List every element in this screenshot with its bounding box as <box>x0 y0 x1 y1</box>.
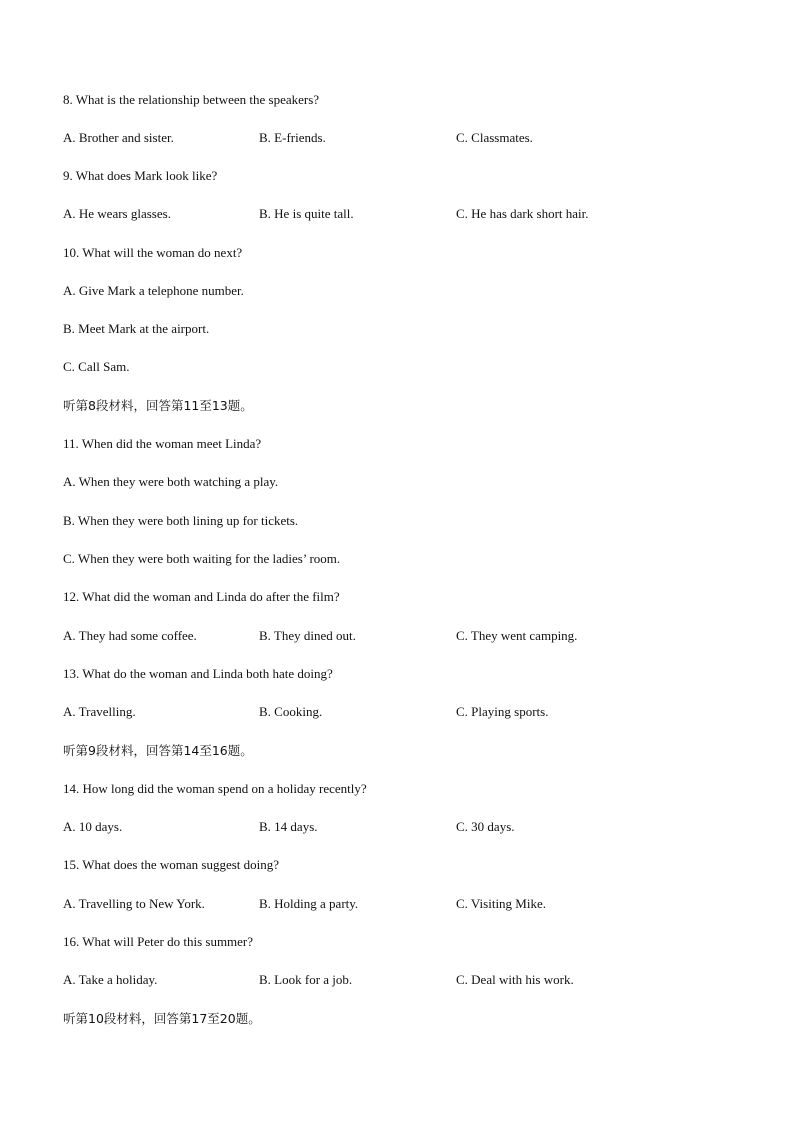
q9-option-b: B. He is quite tall. <box>259 206 354 221</box>
q14-option-c: C. 30 days. <box>456 819 515 834</box>
q11-option-c: C. When they were both waiting for the ladies’ room. <box>63 551 341 566</box>
q16-option-a: A. Take a holiday. <box>63 972 158 987</box>
q12-option-b: B. They dined out. <box>259 628 356 643</box>
question-9: 9. What does Mark look like? <box>63 168 218 183</box>
question-12: 12. What did the woman and Linda do after the film? <box>63 589 340 604</box>
question-14: 14. How long did the woman spend on a holiday recently? <box>63 781 367 796</box>
question-15: 15. What does the woman suggest doing? <box>63 857 280 872</box>
q11-option-b: B. When they were both lining up for tickets. <box>63 513 299 528</box>
q16-option-b: B. Look for a job. <box>259 972 353 987</box>
q8-option-b: B. E-friends. <box>259 130 326 145</box>
q15-option-c: C. Visiting Mike. <box>456 896 546 911</box>
q14-option-b: B. 14 days. <box>259 819 318 834</box>
question-13: 13. What do the woman and Linda both hate doing? <box>63 666 333 681</box>
q10-option-a: A. Give Mark a telephone number. <box>63 283 244 298</box>
question-16: 16. What will Peter do this summer? <box>63 934 254 949</box>
q10-option-c: C. Call Sam. <box>63 359 130 374</box>
q13-option-a: A. Travelling. <box>63 704 136 719</box>
q9-option-c: C. He has dark short hair. <box>456 206 589 221</box>
q8-option-a: A. Brother and sister. <box>63 130 174 145</box>
q9-option-a: A. He wears glasses. <box>63 206 171 221</box>
question-10: 10. What will the woman do next? <box>63 245 243 260</box>
q13-option-b: B. Cooking. <box>259 704 323 719</box>
q15-option-a: A. Travelling to New York. <box>63 896 205 911</box>
q14-option-a: A. 10 days. <box>63 819 123 834</box>
section-10-instruction: 听第10段材料，回答第17至20题。 <box>63 1011 261 1026</box>
q12-option-c: C. They went camping. <box>456 628 578 643</box>
q13-option-c: C. Playing sports. <box>456 704 549 719</box>
q10-option-b: B. Meet Mark at the airport. <box>63 321 210 336</box>
section-9-instruction: 听第9段材料，回答第14至16题。 <box>63 743 253 758</box>
question-11: 11. When did the woman meet Linda? <box>63 436 262 451</box>
q16-option-c: C. Deal with his work. <box>456 972 574 987</box>
q8-option-c: C. Classmates. <box>456 130 533 145</box>
section-8-instruction: 听第8段材料，回答第11至13题。 <box>63 398 253 413</box>
q12-option-a: A. They had some coffee. <box>63 628 197 643</box>
q11-option-a: A. When they were both watching a play. <box>63 474 279 489</box>
q15-option-b: B. Holding a party. <box>259 896 359 911</box>
question-8: 8. What is the relationship between the speakers? <box>63 92 320 107</box>
